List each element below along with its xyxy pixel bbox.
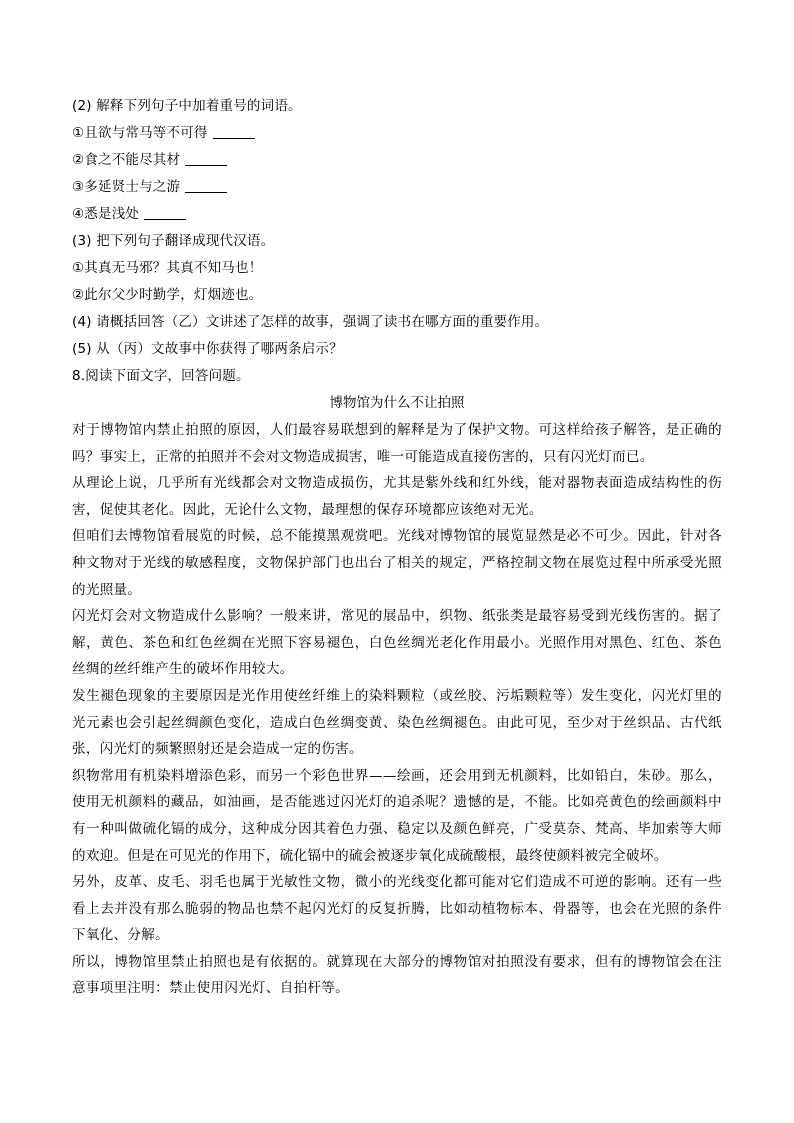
question-2-item-2-text: ②食之不能尽其材 — [72, 152, 181, 168]
question-2: (2) 解释下列句子中加着重号的词语。 — [72, 98, 302, 114]
question-2-item-1-text: ①且欲与常马等不可得 — [72, 125, 208, 141]
answer-blank[interactable] — [144, 205, 186, 220]
article-paragraph-1: 对于博物馆内禁止拍照的原因，人们最容易联想到的解释是为了保护文物。可这样给孩子解答，是正确的吗？事实上，正常的拍照并不会对文物造成损害，唯一可能造成直接伤害的，只有闪光灯而已。 — [72, 422, 722, 465]
document-page — [72, 93, 722, 1002]
answer-blank[interactable] — [185, 178, 227, 193]
question-2-item-4-text: ④悉是浅处 — [72, 206, 140, 222]
article-title: 博物馆为什么不让拍照 — [329, 395, 465, 411]
question-3-item-1: ①其真无马邪？其真不知马也！ — [72, 260, 263, 276]
question-2-item-2 — [72, 147, 722, 174]
question-4: (4) 请概括回答（乙）文讲述了怎样的故事，强调了读书在哪方面的重要作用。 — [72, 314, 549, 330]
question-8: 8.阅读下面文字，回答问题。 — [72, 368, 250, 384]
article-paragraph-8: 所以，博物馆里禁止拍照也是有依据的。就算现在大部分的博物馆对拍照没有要求，但有的博物馆会在注意事项里注明：禁止使用闪光灯、自拍杆等。 — [72, 953, 722, 997]
question-3-item-2: ②此尔父少时勤学，灯烟迹也。 — [72, 287, 263, 303]
question-5: (5) 从（丙）文故事中你获得了哪两条启示？ — [72, 341, 343, 357]
article-paragraph-7: 另外，皮革、皮毛、羽毛也属于光敏性文物，微小的光线变化都可能对它们造成不可逆的影响。还有一些看上去并没有那么脆弱的物品也禁不起闪光灯的反复折腾，比如动植物标本、骨器等，也会在光照的条件下氧化、分解。 — [72, 874, 722, 944]
article-paragraph-6: 织物常用有机染料增添色彩，而另一个彩色世界——绘画，还会用到无机颜料，比如铅白，朱砂。那么，使用无机颜料的藏品，如油画，是否能逃过闪光灯的追杀呢？遗憾的是，不能。比如亮黄色的绘画颜料中有一种叫做硫化镉的成分，这种成分因其着色力强、稳定以及颜色鲜亮，广受莫奈、梵高、毕加索等大师的欢迎。但是在可见光的作用下，硫化镉中的硫会被逐步氧化成硫酸根，最终使颜料被完全破坏。 — [72, 767, 722, 864]
article-paragraph-5: 发生褪色现象的主要原因是光作用使丝纤维上的染料颗粒（或丝胶、污垢颗粒等）发生变化，闪光灯里的光元素也会引起丝绸颜色变化，造成白色丝绸变黄、染色丝绸褪色。由此可见，至少对于丝织品、古代纸张，闪光灯的频繁照射还是会造成一定的伤害。 — [72, 687, 722, 758]
article-paragraph-4: 闪光灯会对文物造成什么影响？一般来讲，常见的展品中，织物、纸张类是最容易受到光线伤害的。据了解，黄色、茶色和红色丝绸在光照下容易褪色，白色丝绸光老化作用最小。光照作用对黑色、红色、茶色丝绸的丝纤维产生的破坏作用较大。 — [72, 608, 722, 678]
question-3: (3) 把下列句子翻译成现代汉语。 — [72, 233, 275, 249]
answer-blank[interactable] — [213, 124, 255, 139]
question-2-item-3-text: ③多延贤士与之游 — [72, 179, 181, 195]
question-2-item-4 — [72, 201, 722, 228]
article-paragraph-2: 从理论上说，几乎所有光线都会对文物造成损伤，尤其是紫外线和红外线，能对器物表面造成结构性的伤害，促使其老化。因此，无论什么文物，最理想的保存环境都应该绝对无光。 — [72, 475, 722, 518]
question-2-item-3 — [72, 174, 722, 201]
article-paragraph-3: 但咱们去博物馆看展览的时候，总不能摸黑观赏吧。光线对博物馆的展览显然是必不可少。因此，针对各种文物对于光线的敏感程度，文物保护部门也出台了相关的规定，严格控制文物在展览过程中所承受光照的光照量。 — [72, 528, 722, 598]
answer-blank[interactable] — [185, 151, 227, 166]
question-2-item-1 — [72, 120, 722, 147]
